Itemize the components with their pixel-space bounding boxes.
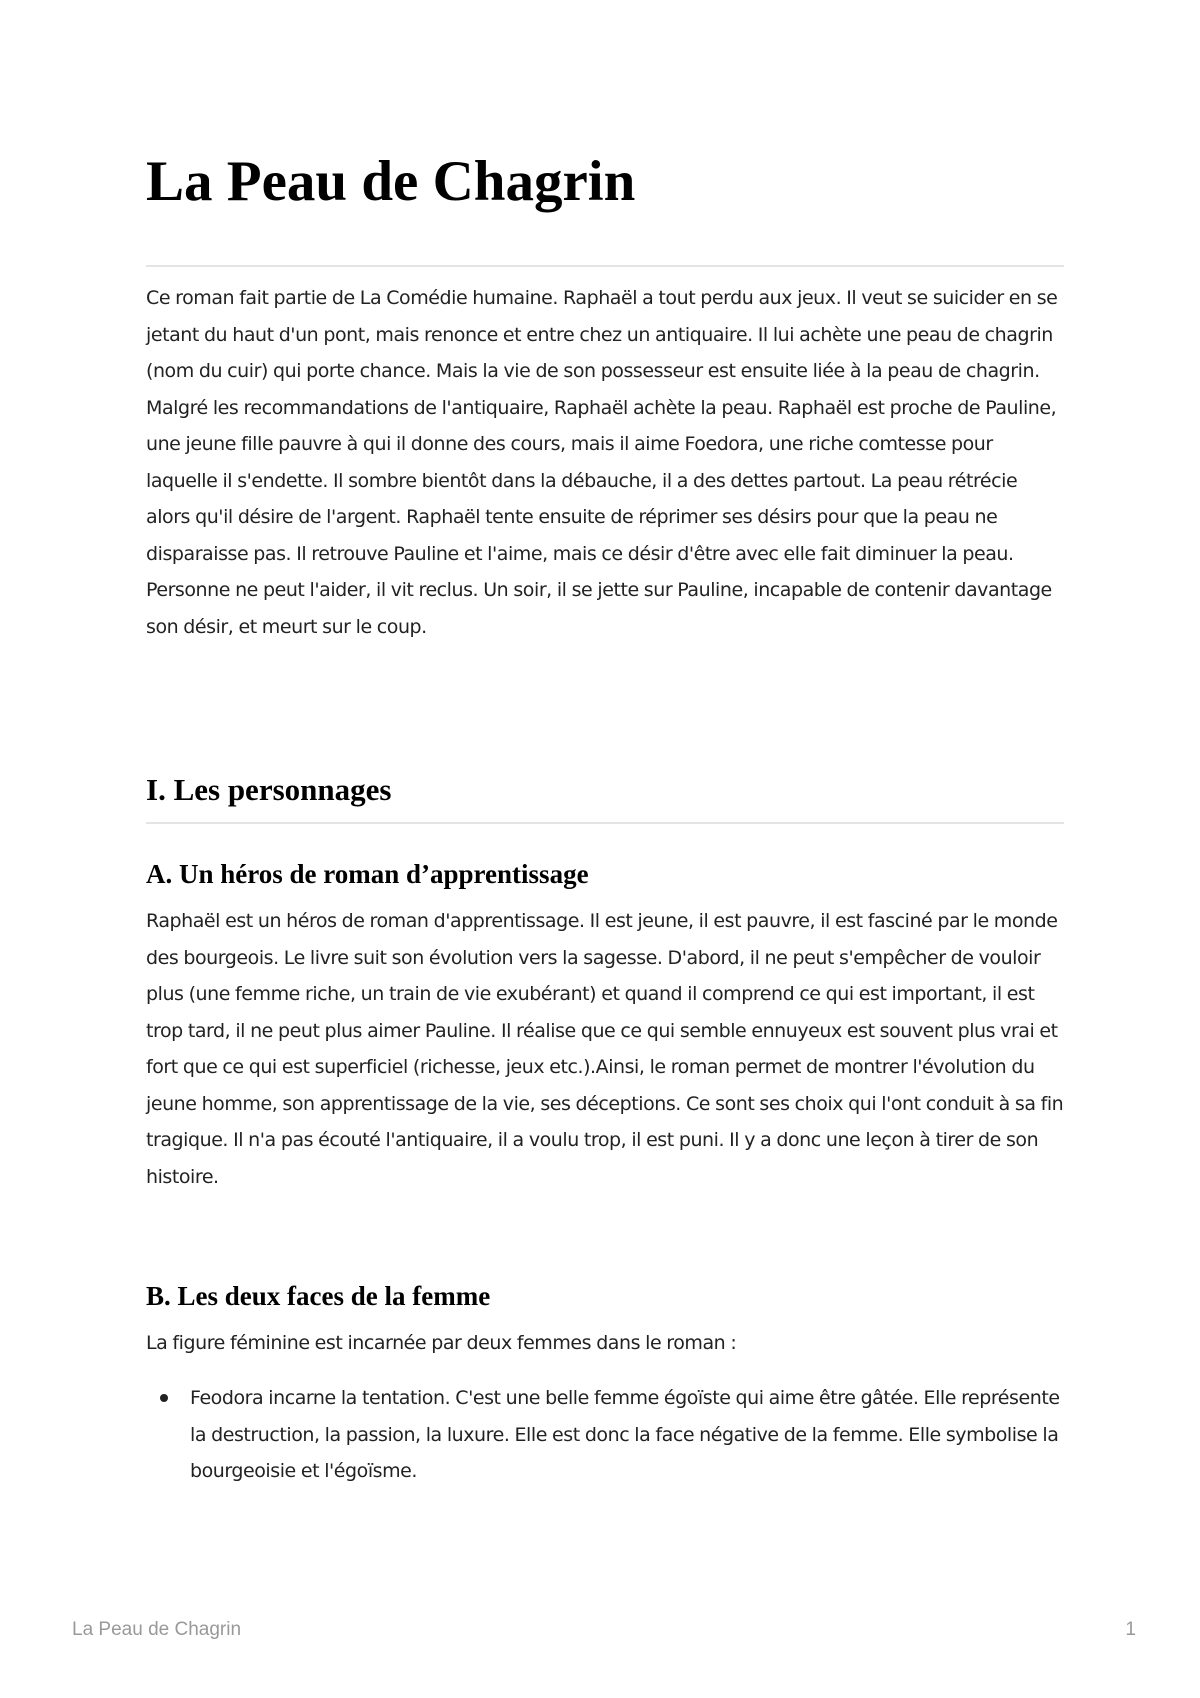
- bullet-icon: [160, 1394, 168, 1402]
- section-divider: [146, 822, 1064, 824]
- list-item: [146, 1380, 1064, 1490]
- list-item-text: Feodora incarne la tentation. C'est une belle femme égoïste qui aime être gâtée. Elle représente la destruction, la passion, la luxure. Elle est donc la face négative de la femme. Elle symbolise la bourgeoisie et l'égoïsme.: [190, 1387, 1060, 1482]
- document-title: La Peau de Chagrin: [146, 150, 636, 213]
- intro-paragraph: Ce roman fait partie de La Comédie humaine. Raphaël a tout perdu aux jeux. Il veut se suicider en se jetant du haut d'un pont, mais renonce et entre chez un antiquaire. Il lui achète une peau de chagrin (nom du cuir) qui porte chance. Mais la vie de son possesseur est ensuite liée à la peau de chagrin. Malgré les recommandations de l'antiquaire, Raphaël achète la peau. Raphaël est proche de Pauline, une jeune fille pauvre à qui il donne des cours, mais il aime Foedora, une riche comtesse pour laquelle il s'endette. Il sombre bientôt dans la débauche, il a des dettes partout. La peau rétrécie alors qu'il désire de l'argent. Raphaël tente ensuite de réprimer ses désirs pour que la peau ne disparaisse pas. Il retrouve Pauline et l'aime, mais ce désir d'être avec elle fait diminuer la peau. Personne ne peut l'aider, il vit reclus. Un soir, il se jette sur Pauline, incapable de contenir davantage son désir, et meurt sur le coup.: [146, 287, 1058, 638]
- section-heading-personnages: I. Les personnages: [146, 772, 392, 807]
- bullet-list: [146, 1380, 1064, 1490]
- subsection-paragraph-femme: La figure féminine est incarnée par deux femmes dans le roman :: [146, 1332, 737, 1354]
- subsection-heading-femme: B. Les deux faces de la femme: [146, 1281, 491, 1311]
- footer-page-number: 1: [1125, 1619, 1136, 1640]
- subsection-paragraph-heros: Raphaël est un héros de roman d'apprentissage. Il est jeune, il est pauvre, il est fasciné par le monde des bourgeois. Le livre suit son évolution vers la sagesse. D'abord, il ne peut s'empêcher de vouloir plus (une femme riche, un train de vie exubérant) et quand il comprend ce qui est important, il est trop tard, il ne peut plus aimer Pauline. Il réalise que ce qui semble ennuyeux est souvent plus vrai et fort que ce qui est superficiel (richesse, jeux etc.).Ainsi, le roman permet de montrer l'évolution du jeune homme, son apprentissage de la vie, ses déceptions. Ce sont ses choix qui l'ont conduit à sa fin tragique. Il n'a pas écouté l'antiquaire, il a voulu trop, il est puni. Il y a donc une leçon à tirer de son histoire.: [146, 910, 1064, 1188]
- title-divider: [146, 265, 1064, 267]
- subsection-heading-heros: A. Un héros de roman d’apprentissage: [146, 859, 589, 889]
- footer-title: La Peau de Chagrin: [72, 1619, 242, 1640]
